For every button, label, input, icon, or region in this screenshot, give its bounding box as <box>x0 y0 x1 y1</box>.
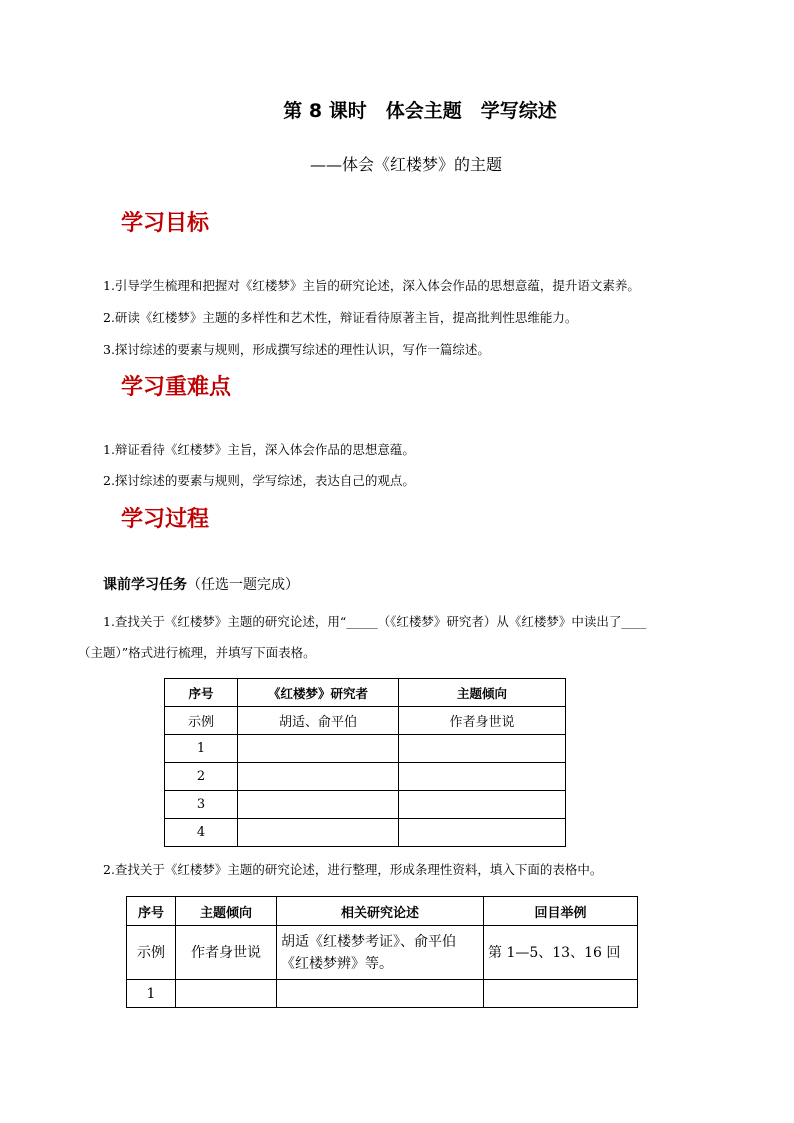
table-row <box>165 819 566 847</box>
table-cell[interactable] <box>399 735 566 763</box>
table-cell[interactable] <box>238 819 399 847</box>
table-cell: 第 1—5、13、16 回 <box>484 926 638 980</box>
table-cell: 1 <box>165 735 238 763</box>
table-cell[interactable] <box>176 980 277 1008</box>
page-subtitle: ——体会《红楼梦》的主题 <box>310 155 503 174</box>
section-heading-key-points: 学习重难点 <box>121 374 232 400</box>
table-cell: 1 <box>127 980 176 1008</box>
goal-item: 1.引导学生梳理和把握对《红楼梦》主旨的研究论述，深入体会作品的思想意蕴，提升语文素养。 <box>103 278 640 293</box>
table-cell: 胡适《红楼梦考证》、俞平伯《红楼梦辨》等。 <box>277 926 484 980</box>
section-heading-process: 学习过程 <box>121 506 210 532</box>
table-row <box>127 980 638 1008</box>
pre-task-note: （任选一题完成） <box>187 577 299 593</box>
table-cell: 4 <box>165 819 238 847</box>
task1-text-line2: （主题）”格式进行梳理，并填写下面表格。 <box>78 645 316 660</box>
table-cell[interactable] <box>277 980 484 1008</box>
goal-item: 2.研读《红楼梦》主题的多样性和艺术性，辩证看待原著主旨，提高批判性思维能力。 <box>103 310 578 325</box>
table-cell: 作者身世说 <box>176 926 277 980</box>
goal-item: 3.探讨综述的要素与规则，形成撰写综述的理性认识，写作一篇综述。 <box>103 342 490 357</box>
table-cell: 2 <box>165 763 238 791</box>
table-cell[interactable] <box>238 791 399 819</box>
key-point-item: 2.探讨综述的要素与规则，学写综述，表达自己的观点。 <box>103 473 415 488</box>
table-cell: 示例 <box>127 926 176 980</box>
table-header: 序号 <box>165 679 238 707</box>
table-cell[interactable] <box>399 763 566 791</box>
table-row <box>165 763 566 791</box>
table-row <box>165 707 566 735</box>
table-cell: 胡适、俞平伯 <box>238 707 399 735</box>
table-header: 回目举例 <box>484 897 638 926</box>
table-cell: 3 <box>165 791 238 819</box>
table-header: 主题倾向 <box>176 897 277 926</box>
table-cell[interactable] <box>238 735 399 763</box>
table-header: 主题倾向 <box>399 679 566 707</box>
table-header: 相关研究论述 <box>277 897 484 926</box>
table-row <box>165 791 566 819</box>
pre-task-label: 课前学习任务 <box>103 577 187 593</box>
task2-text: 2.查找关于《红楼梦》主题的研究论述，进行整理，形成条理性资料，填入下面的表格中。 <box>103 862 603 877</box>
section-heading-goals: 学习目标 <box>121 210 210 236</box>
table-cell: 作者身世说 <box>399 707 566 735</box>
researcher-table <box>164 678 566 847</box>
table-header: 序号 <box>127 897 176 926</box>
table-header: 《红楼梦》研究者 <box>238 679 399 707</box>
table-row <box>127 926 638 980</box>
table-row <box>165 735 566 763</box>
table-cell[interactable] <box>399 791 566 819</box>
page-title: 第 8 课时 体会主题 学写综述 <box>283 100 557 122</box>
task1-text-line1: 1.查找关于《红楼梦》主题的研究论述，用“_____（《红楼梦》研究者）从《红楼梦》中读出了____ <box>103 614 647 629</box>
table-cell[interactable] <box>484 980 638 1008</box>
theme-research-table <box>126 896 638 1008</box>
pre-task-heading <box>103 574 299 594</box>
key-point-item: 1.辩证看待《红楼梦》主旨，深入体会作品的思想意蕴。 <box>103 442 415 457</box>
table-cell[interactable] <box>238 763 399 791</box>
table-cell[interactable] <box>399 819 566 847</box>
table-cell: 示例 <box>165 707 238 735</box>
